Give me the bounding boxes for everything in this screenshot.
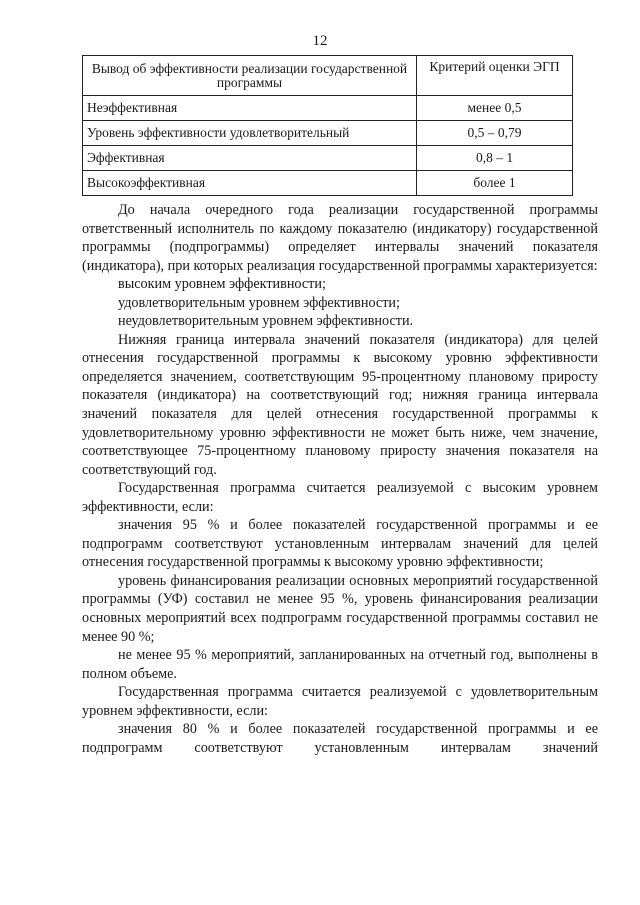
paragraph-high-efficiency-condition: Государственная программа считается реализуемой с высоким уровнем эффективности, если: <box>82 480 598 515</box>
table-row <box>83 121 573 146</box>
table-cell-criterion: менее 0,5 <box>417 96 573 121</box>
table-cell-conclusion: Уровень эффективности удовлетворительный <box>83 121 417 146</box>
condition-indicators-80: значения 80 % и более показателей государственной программы и ее подпрограмм соответствуют установленным интервалам значений <box>82 721 598 756</box>
table-header-conclusion: Вывод об эффективности реализации государственной программы <box>83 56 417 96</box>
paragraph-satisfactory-condition: Государственная программа считается реализуемой с удовлетворительным уровнем эффективности, если: <box>82 684 598 719</box>
page-number: 12 <box>312 33 328 49</box>
condition-activities-95: не менее 95 % мероприятий, запланированных на отчетный год, выполнены в полном объеме. <box>82 647 598 682</box>
table-row <box>83 171 573 196</box>
table-cell-conclusion: Неэффективная <box>83 96 417 121</box>
table-cell-conclusion: Высокоэффективная <box>83 171 417 196</box>
list-item-high-efficiency: высоким уровнем эффективности; <box>118 276 326 293</box>
table-row <box>83 146 573 171</box>
list-item-satisfactory-efficiency: удовлетворительным уровнем эффективности; <box>118 294 400 311</box>
condition-indicators-95: значения 95 % и более показателей государственной программы и ее подпрограмм соответствуют установленным интервалам значений для целей отнесения государственной программы к высокому уровню эффективности; <box>82 517 598 571</box>
table-row <box>83 96 573 121</box>
paragraph-lower-bound: Нижняя граница интервала значений показателя (индикатора) для целей отнесения государственной программы к высокому уровню эффективности определяется значением, соответствующим 95-процентному плановому приросту показателя (индикатора) на соответствующий год; нижняя граница интервала значений показателя для целей отнесения государственной программы к удовлетворительному уровню эффективности не может быть ниже, чем значение, соответствующее 75-процентному плановому приросту значения показателя на соответствующий год. <box>82 331 598 478</box>
condition-financing-level: уровень финансирования реализации основных мероприятий государственной программы (УФ) составил не менее 95 %, уровень финансирования реализации основных мероприятий всех подпрограмм государственной программы составил не менее 90 %; <box>82 572 598 645</box>
efficiency-criteria-table <box>82 55 573 196</box>
table-cell-criterion: более 1 <box>417 171 573 196</box>
table-cell-criterion: 0,5 – 0,79 <box>417 121 573 146</box>
paragraph-interval-definition: До начала очередного года реализации государственной программы ответственный исполнитель по каждому показателю (индикатору) государственной программы (подпрограммы) определяет интервалы значений показателя (индикатора), при которых реализация государственной программы характеризуется: <box>82 202 598 274</box>
document-body <box>82 201 598 757</box>
list-item-unsatisfactory-efficiency: неудовлетворительным уровнем эффективности. <box>118 313 414 330</box>
table-cell-criterion: 0,8 – 1 <box>417 146 573 171</box>
table-cell-conclusion: Эффективная <box>83 146 417 171</box>
table-header-criterion: Критерий оценки ЭГП <box>417 56 573 96</box>
table-header-row <box>83 56 573 96</box>
